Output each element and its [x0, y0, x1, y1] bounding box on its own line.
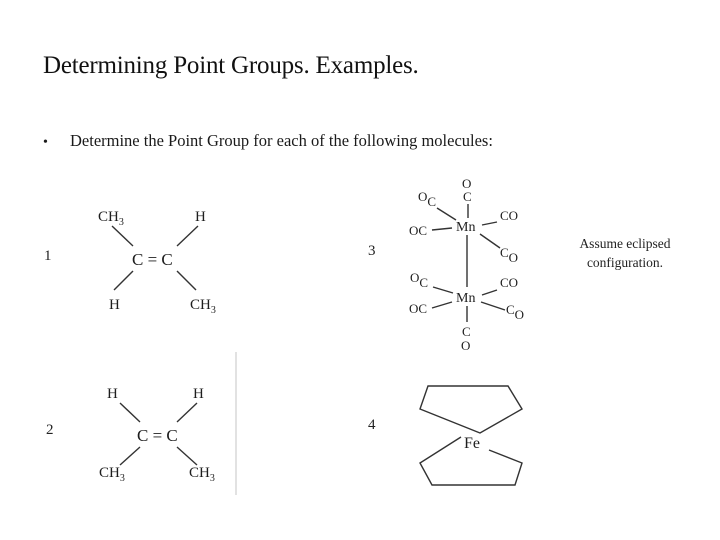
atom-oc-upper-left-2: OC — [410, 270, 429, 290]
molecule-4-structure — [420, 386, 522, 485]
eclipsed-note: Assume eclipsed configuration. — [579, 236, 671, 270]
atom-mn-bottom: Mn — [456, 291, 476, 306]
atom-h-bottom-left: H — [109, 297, 120, 313]
atom-ch3-bottom-right: $CH_3$ — [190, 297, 216, 316]
atom-fe: Fe — [464, 435, 480, 452]
atom-co-lower-right-1: CO — [500, 245, 519, 265]
atom-c-axial-bottom: C — [462, 324, 471, 339]
molecule-2-number: 2 — [46, 422, 54, 438]
cyclopentadienyl-ring-top — [420, 386, 522, 433]
bullet-marker: • — [43, 135, 48, 150]
atom-oc-left-2: OC — [409, 301, 428, 316]
molecule-4-number: 4 — [368, 417, 376, 433]
atom-co-right-1: CO — [500, 208, 519, 223]
atom-ch3-top-left: $CH_3$ — [98, 209, 124, 228]
atom-oc-left-1: OC — [409, 223, 428, 238]
atom-h-top-right: H — [193, 386, 204, 402]
molecule-1-number: 1 — [44, 248, 52, 264]
instruction-text: Determine the Point Group for each of the following molecules: — [70, 131, 493, 150]
atom-mn-top: Mn — [456, 220, 476, 235]
molecule-3-structure — [409, 176, 524, 353]
atom-c-equals-c: C = C — [137, 426, 178, 445]
atom-oc-upper-left-1: OC — [418, 189, 437, 209]
atom-o-axial-bottom: O — [461, 338, 471, 353]
atom-o-axial-top: O — [462, 176, 472, 191]
atom-h-top-left: H — [107, 386, 118, 402]
atom-c-equals-c: C = C — [132, 250, 173, 269]
molecule-3-number: 3 — [368, 243, 376, 259]
slide-title: Determining Point Groups. Examples. — [43, 52, 419, 79]
atom-h-top-right: H — [195, 209, 206, 225]
molecule-1-structure — [98, 209, 216, 316]
atom-co-right-2: CO — [500, 275, 519, 290]
atom-c-axial-top: C — [463, 189, 472, 204]
molecule-2-structure — [99, 386, 215, 484]
atom-ch3-bottom-right: $CH_3$ — [189, 465, 215, 484]
atom-co-lower-right-2: CO — [506, 302, 525, 322]
atom-ch3-bottom-left: $CH_3$ — [99, 465, 125, 484]
